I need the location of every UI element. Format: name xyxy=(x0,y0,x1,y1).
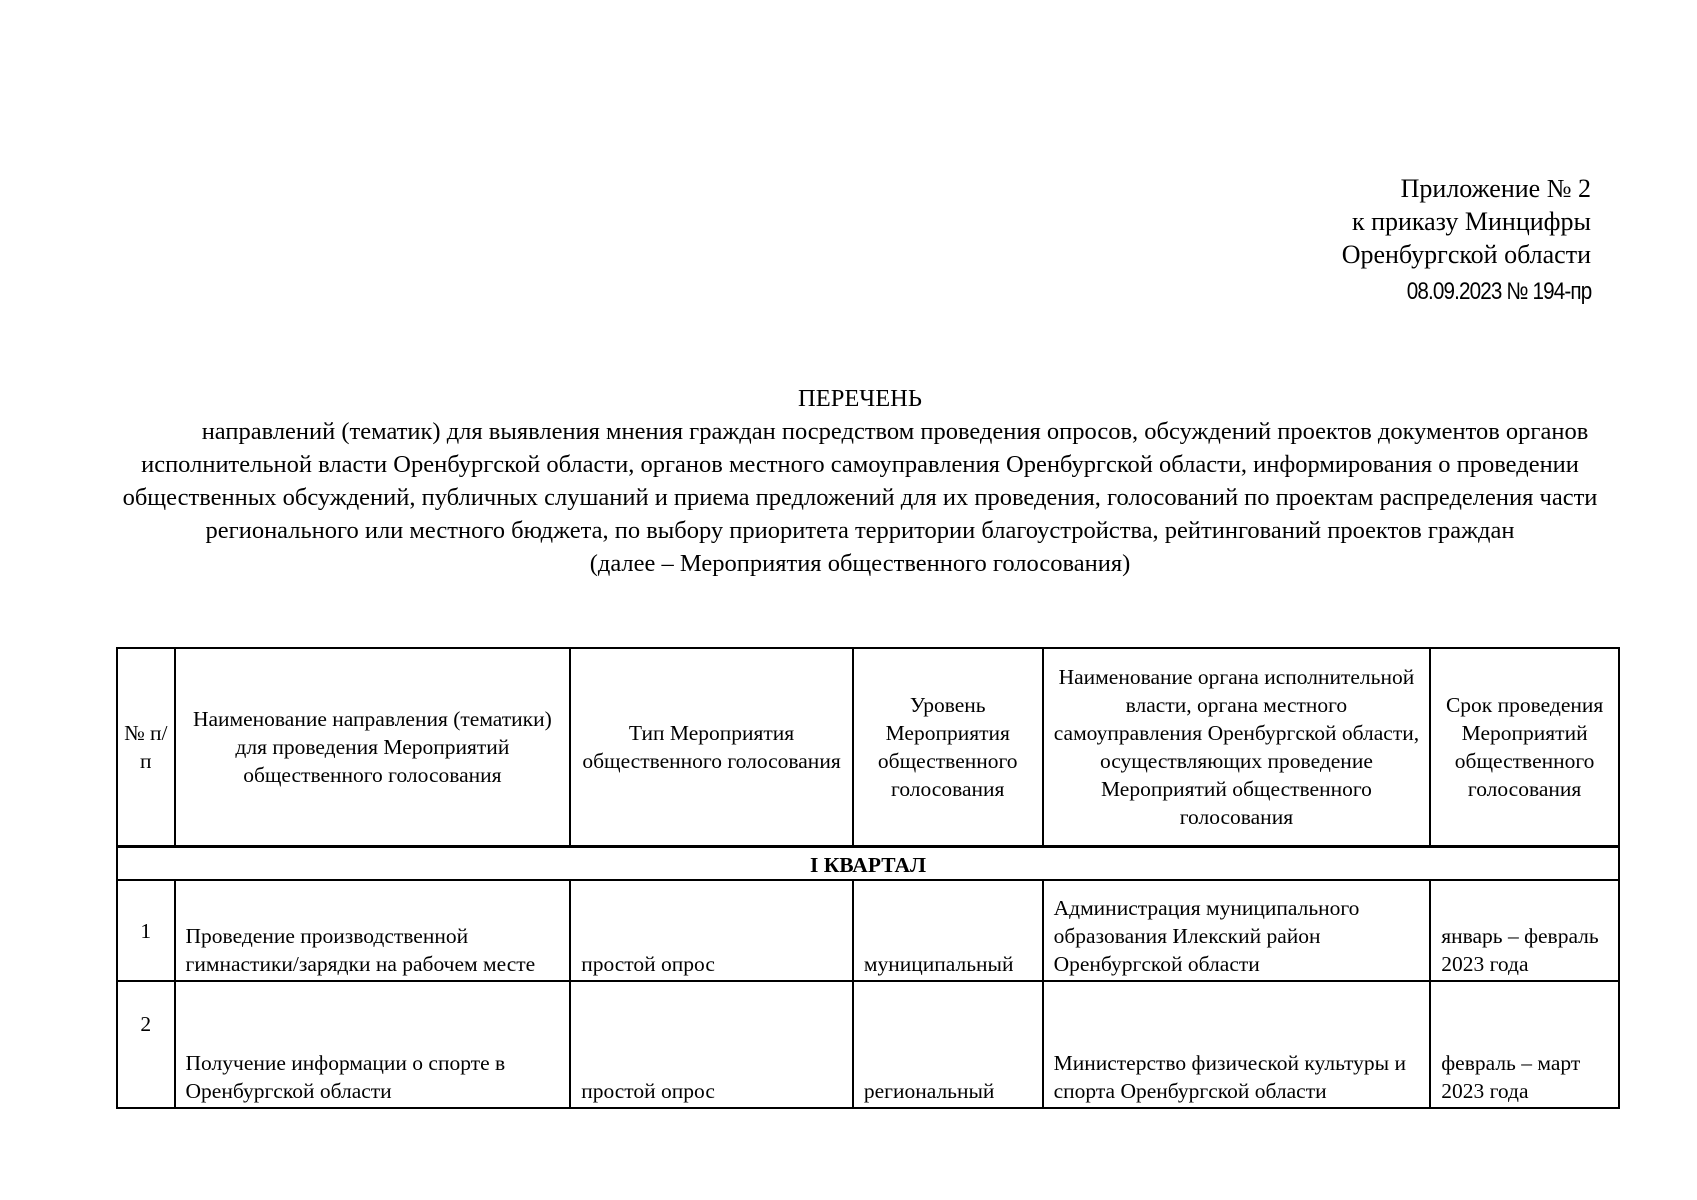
row-level: муниципальный xyxy=(853,880,1043,981)
row-type: простой опрос xyxy=(570,880,853,981)
appendix-block xyxy=(1342,172,1591,308)
quarter-section-row xyxy=(117,847,1619,881)
header-number: № п/п xyxy=(117,648,175,847)
header-topic: Наименование направления (тематики) для проведения Мероприятий общественного голосования xyxy=(175,648,571,847)
appendix-number: Приложение № 2 xyxy=(1400,174,1591,203)
title-subtitle: (далее – Мероприятия общественного голосования) xyxy=(589,550,1131,577)
table-row xyxy=(117,880,1619,981)
row-type: простой опрос xyxy=(570,981,853,1108)
row-topic: Получение информации о спорте в Оренбургской области xyxy=(175,981,571,1108)
row-topic: Проведение производственной гимнастики/зарядки на рабочем месте xyxy=(175,880,571,981)
header-organ: Наименование органа исполнительной власти, органа местного самоуправления Оренбургской области, осуществляющих проведение Мероприятий общественного голосования xyxy=(1043,648,1431,847)
table-row xyxy=(117,981,1619,1108)
table-header-row xyxy=(117,648,1619,847)
row-level: региональный xyxy=(853,981,1043,1108)
row-number: 2 xyxy=(117,981,175,1108)
document-title xyxy=(110,382,1610,580)
quarter-label: I КВАРТАЛ xyxy=(117,847,1619,881)
header-level: Уровень Мероприятия общественного голосования xyxy=(853,648,1043,847)
appendix-order-ref: к приказу Минцифры xyxy=(1351,207,1591,236)
appendix-region: Оренбургской области xyxy=(1341,240,1591,269)
row-term: февраль – март 2023 года xyxy=(1430,981,1619,1108)
row-organ: Администрация муниципального образования Илекский район Оренбургской области xyxy=(1043,880,1431,981)
header-term: Срок проведения Мероприятий общественного голосования xyxy=(1430,648,1619,847)
row-number: 1 xyxy=(117,880,175,981)
row-organ: Министерство физической культуры и спорта Оренбургской области xyxy=(1043,981,1431,1108)
appendix-date-number: 08.09.2023 № 194-пр xyxy=(1406,278,1591,305)
title-heading: ПЕРЕЧЕНЬ xyxy=(798,385,922,412)
events-table xyxy=(116,647,1620,1109)
title-description: направлений (тематик) для выявления мнения граждан посредством проведения опросов, обсуждений проектов документов органов исполнительной власти Оренбургской области, органов местного самоуправления Оренбургской области, информирования о проведении общественных обсуждений, публичных слушаний и приема предложений для их проведения, голосований по проектам распределения части регионального или местного бюджета, по выбору приоритета территории благоустройства, рейтингований проектов граждан xyxy=(122,418,1598,544)
header-type: Тип Мероприятия общественного голосования xyxy=(570,648,853,847)
row-term: январь – февраль 2023 года xyxy=(1430,880,1619,981)
